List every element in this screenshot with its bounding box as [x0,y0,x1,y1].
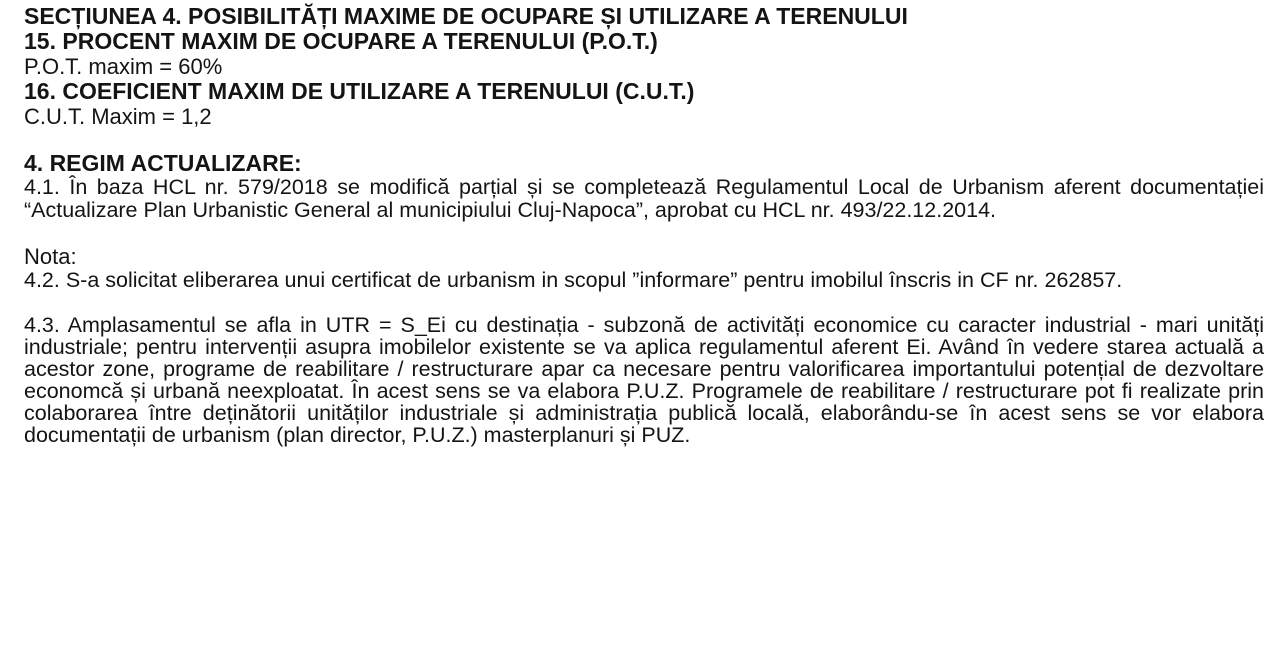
regim-heading: 4. REGIM ACTUALIZARE: [24,150,302,176]
spacer [24,129,1264,151]
document-page [24,4,1264,446]
spacer [24,292,1264,314]
cut-heading: 16. COEFICIENT MAXIM DE UTILIZARE A TERENULUI (C.U.T.) [24,78,695,104]
paragraph-4-1: 4.1. În baza HCL nr. 579/2018 se modifică parțial și se completează Regulamentul Local de Urbanism aferent documentației “Actualizare Plan Urbanistic General al municipiului Cluj-Napoca”, aprobat cu HCL nr. 493/22.12.2014. [24,175,1264,222]
cut-value: C.U.T. Maxim = 1,2 [24,104,212,129]
paragraph-4-3: 4.3. Amplasamentul se afla in UTR = S_Ei cu destinația - subzonă de activități economice cu caracter industrial - mari unități industriale; pentru intervenții asupra imobilelor existente se va aplica regulamentul aferent Ei. Având în vedere starea actuală a acestor zone, programe de reabilitare / restructurare apar ca necesare pentru valorificarea importantului potențial de dezvoltare economcă și urbană neexploatat. În acest sens se va elabora P.U.Z. Programele de reabilitare / restructurare pot fi realizate prin colaborarea între deținătorii unităților industriale și administrația publică locală, elaborându-se în acest sens se vor elabora documentații de urbanism (plan director, P.U.Z.) masterplanuri și PUZ. [24,313,1264,447]
pot-heading: 15. PROCENT MAXIM DE OCUPARE A TERENULUI (P.O.T.) [24,28,658,54]
nota-label: Nota: [24,244,77,269]
paragraph-4-2: 4.2. S-a solicitat eliberarea unui certificat de urbanism in scopul ”informare” pentru imobilul înscris in CF nr. 262857. [24,268,1123,292]
pot-value: P.O.T. maxim = 60% [24,54,223,79]
section-title: SECȚIUNEA 4. POSIBILITĂȚI MAXIME DE OCUPARE ȘI UTILIZARE A TERENULUI [24,3,908,29]
spacer [24,222,1264,244]
